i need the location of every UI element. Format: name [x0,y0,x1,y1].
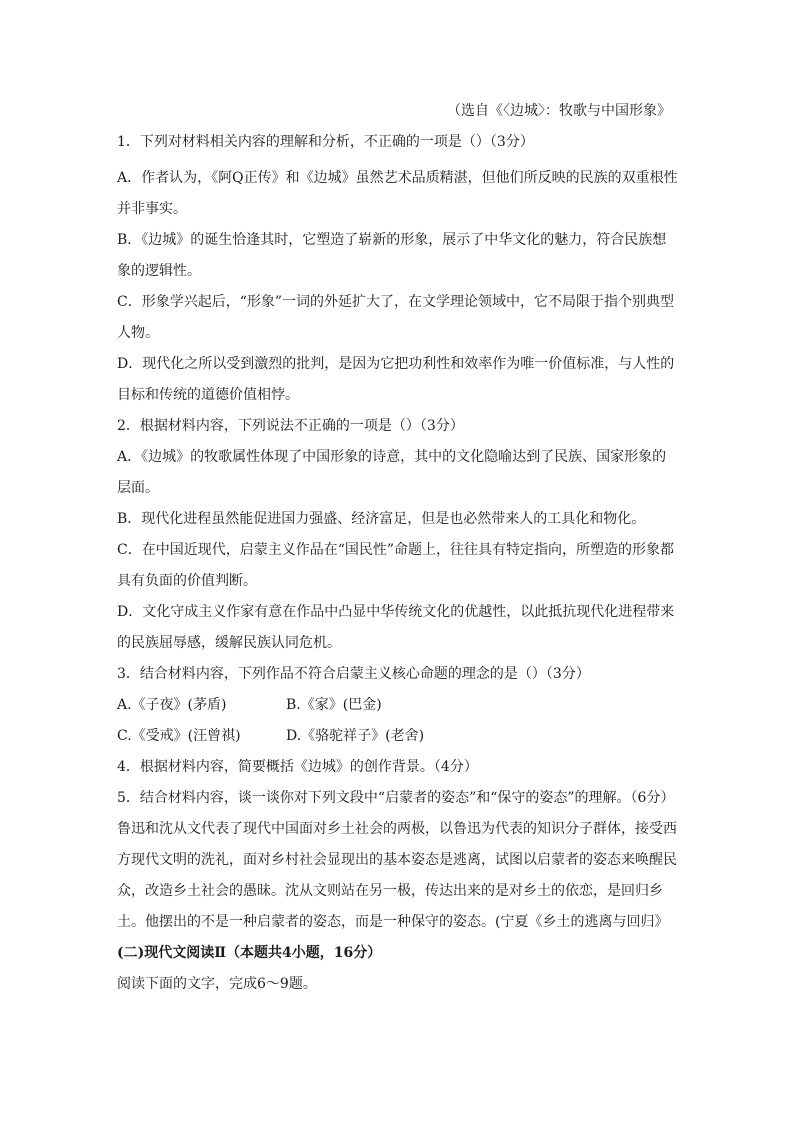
passage-text: 鲁迅和沈从文代表了现代中国面对乡土社会的两极，以鲁迅为代表的知识分子群体，接受西方现代文明的洗礼，面对乡村社会显现出的基本姿态是逃离，试图以启蒙者的姿态来唤醒民众，改造乡土社会的愚昧。沈从文则站在另一极，传达出来的是对乡土的依恋，是回归乡土。他摆出的不是一种启蒙者的姿态，而是一种保守的姿态。(宁夏《乡土的逃离与回归》 [117,821,677,930]
question-3-stem: 3．结合材料内容，下列作品不符合启蒙主义核心命题的理念的是（）（3分） [117,666,590,682]
question-2-option-d: D．文化守成主义作家有意在作品中凸显中华传统文化的优越性，以此抵抗现代化进程带来的民族屈辱感，缓解民族认同危机。 [117,604,675,651]
question-3 [117,659,679,752]
source-note: （选自《〈边城〉：牧歌与中国形象》 [447,103,671,119]
question-1-option-b: B．《边城》的诞生恰逢其时，它塑造了崭新的形象，展示了中华文化的魅力，符合民族想象的逻辑性。 [117,232,667,279]
section-heading: (二)现代文阅读Ⅱ（本题共4小题，16分） [117,945,382,961]
question-3-option-a: A.《子夜》(茅盾) [117,697,227,713]
question-1-option-c: C．形象学兴起后，“形象”一词的外延扩大了，在文学理论领域中，它不局限于指个别典型人物。 [117,294,675,341]
question-3-options-row-2 [117,721,679,752]
question-3-options-row-1 [117,690,679,721]
question-2 [117,411,679,659]
question-2-stem: 2．根据材料内容，下列说法不正确的一项是（）（3分） [117,418,464,434]
question-3-option-c: C.《受戒》(汪曾祺) [117,728,241,744]
question-1 [117,132,679,411]
reading-instruction: 阅读下面的文字，完成6～9题。 [117,976,317,992]
question-1-option-a: A．作者认为，《阿Q正传》和《边城》虽然艺术品质精湛，但他们所反映的民族的双重根性并非事实。 [117,170,678,217]
document-content [117,101,679,1000]
question-2-option-c: C．在中国近现代，启蒙主义作品在“国民性”命题上，往往具有特定指向，所塑造的形象都具有负面的价值判断。 [117,542,675,589]
question-2-option-a: A．《边城》的牧歌属性体现了中国形象的诗意，其中的文化隐喻达到了民族、国家形象的层面。 [117,449,667,496]
question-3-option-b: B.《家》(巴金) [286,697,382,713]
question-4-stem: 4．根据材料内容，简要概括《边城》的创作背景。（4分） [117,759,478,775]
question-5-stem: 5．结合材料内容，谈一谈你对下列文段中“启蒙者的姿态”和“保守的姿态”的理解。（6分） [117,790,675,806]
question-1-option-d: D．现代化之所以受到激烈的批判，是因为它把功利性和效率作为唯一价值标准，与人性的目标和传统的道德价值相悖。 [117,356,675,403]
question-3-option-d: D.《骆驼祥子》(老舍) [286,728,425,744]
question-2-option-b: B．现代化进程虽然能促进国力强盛、经济富足，但是也必然带来人的工具化和物化。 [117,511,646,527]
question-1-stem: 1．下列对材料相关内容的理解和分析，不正确的一项是（）（3分） [117,134,534,150]
